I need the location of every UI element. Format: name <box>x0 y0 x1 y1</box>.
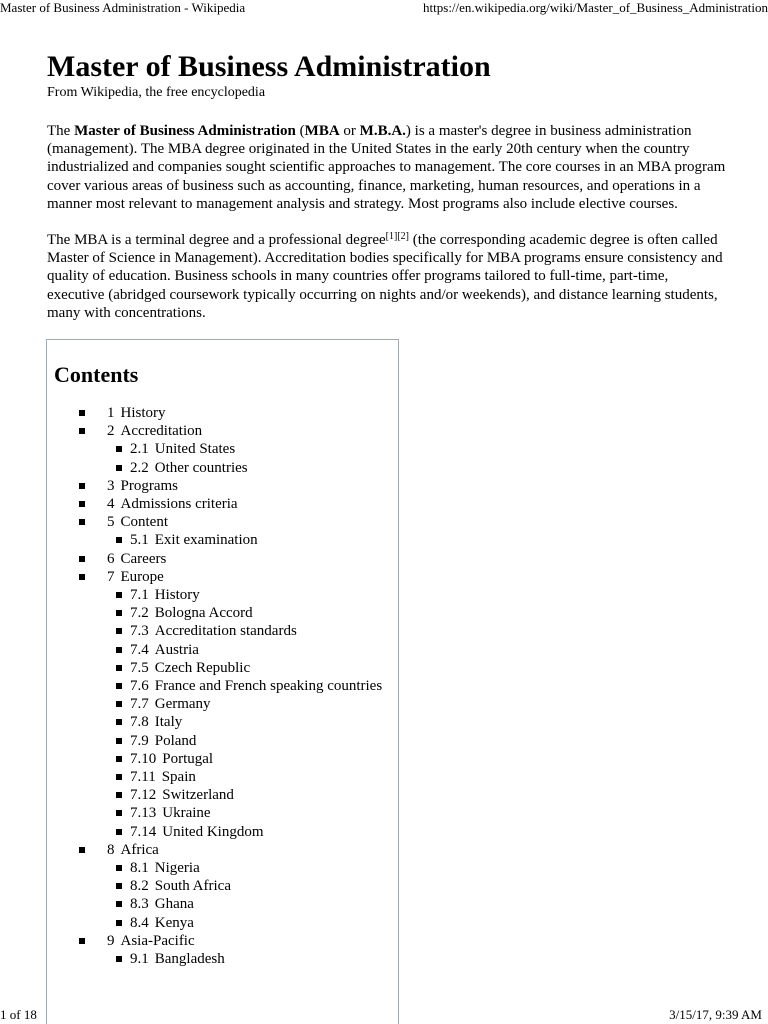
toc-item[interactable] <box>47 804 382 822</box>
toc-item-number: 7.2 <box>130 605 149 622</box>
square-bullet-icon <box>116 592 122 598</box>
toc-item[interactable] <box>47 859 382 877</box>
para2-after-ref: (the corresponding academic degree is often called Master of Science in Management). Accreditation bodies specifically for MBA programs ensure consistency and quality of education. Business schools in many countries offer programs tailored to full-time, part-time, executive (abridged coursework typically occurring on nights and/or weekends), and distance learning students, many with concentrations. <box>47 232 723 321</box>
intro-abbr-mba-dotted: M.B.A. <box>359 123 406 139</box>
toc-item[interactable] <box>47 586 382 604</box>
intro-open-paren: ( <box>295 123 305 139</box>
square-bullet-icon <box>79 428 85 434</box>
toc-item-number: 7.1 <box>130 587 149 604</box>
toc-item-label[interactable]: Exit examination <box>154 532 258 549</box>
square-bullet-icon <box>116 701 122 707</box>
toc-item[interactable] <box>47 422 382 440</box>
toc-item-number: 9.1 <box>130 951 149 968</box>
reference-link-2[interactable]: [2] <box>397 231 409 243</box>
square-bullet-icon <box>116 537 122 543</box>
intro-paragraph <box>47 122 727 213</box>
toc-item-label[interactable]: Kenya <box>154 914 194 931</box>
toc-item-number: 8.2 <box>130 878 149 895</box>
print-header-url: https://en.wikipedia.org/wiki/Master_of_Business_Administration <box>423 0 768 15</box>
toc-item-number: 7.11 <box>130 769 156 786</box>
square-bullet-icon <box>116 683 122 689</box>
toc-item-label[interactable]: Bangladesh <box>154 951 225 968</box>
print-header-page-title: Master of Business Administration - Wikipedia <box>0 0 246 15</box>
toc-item-label[interactable]: Switzerland <box>162 787 234 804</box>
print-footer-datetime: 3/15/17, 9:39 AM <box>669 1007 762 1022</box>
toc-item-label[interactable]: Poland <box>154 732 197 749</box>
toc-item-number: 2 <box>107 423 115 440</box>
toc-item-number: 8.3 <box>130 896 149 913</box>
toc-item[interactable] <box>47 914 382 932</box>
toc-item[interactable] <box>47 604 382 622</box>
square-bullet-icon <box>116 774 122 780</box>
article-body <box>47 50 727 322</box>
toc-item[interactable] <box>47 531 382 549</box>
toc-item-number: 7.10 <box>130 750 157 767</box>
second-paragraph <box>47 231 727 322</box>
toc-item[interactable] <box>47 495 382 513</box>
reference-link-1[interactable]: [1] <box>385 231 398 243</box>
toc-item[interactable] <box>47 841 382 859</box>
toc-title: Contents <box>54 362 139 387</box>
toc-item-number: 7.8 <box>130 714 149 731</box>
toc-item-number: 2.1 <box>130 441 149 458</box>
toc-item-number: 7.6 <box>130 678 149 695</box>
toc-item-number: 7.7 <box>130 696 149 713</box>
toc-item[interactable] <box>47 695 382 713</box>
toc-item-label[interactable]: Programs <box>120 477 178 494</box>
square-bullet-icon <box>116 901 122 907</box>
square-bullet-icon <box>116 810 122 816</box>
square-bullet-icon <box>116 628 122 634</box>
square-bullet-icon <box>79 501 85 507</box>
square-bullet-icon <box>116 883 122 889</box>
intro-term: Master of Business Administration <box>74 123 296 139</box>
toc-item-number: 2.2 <box>130 459 149 476</box>
page-title: Master of Business Administration <box>47 50 491 83</box>
toc-item-label[interactable]: France and French speaking countries <box>154 678 383 695</box>
toc-item-label[interactable]: Spain <box>161 769 196 786</box>
toc-item-number: 5 <box>107 514 115 531</box>
intro-rest: ) is a master's degree in business administration (management). The MBA degree originated in the United States in the early 20th century when the country industrialized and companies sought scientific approaches to management. The core courses in an MBA program cover various areas of business such as accounting, finance, marketing, human resources, and operations in a manner most relevant to management analysis and strategy. Most programs also include elective courses. <box>47 123 726 212</box>
toc-item-number: 6 <box>107 550 115 567</box>
toc-item-number: 9 <box>107 932 115 949</box>
toc-item[interactable] <box>47 895 382 913</box>
toc-item-label[interactable]: South Africa <box>154 878 231 895</box>
square-bullet-icon <box>116 610 122 616</box>
toc-item-label[interactable]: Content <box>120 514 168 531</box>
toc-item-label[interactable]: History <box>120 405 166 421</box>
toc-item-label[interactable]: Admissions criteria <box>120 496 238 513</box>
intro-the: The <box>47 123 75 139</box>
toc-item-number: 4 <box>107 496 115 513</box>
square-bullet-icon <box>116 792 122 798</box>
toc-item[interactable] <box>47 677 382 695</box>
toc-item[interactable] <box>47 768 382 786</box>
toc-item[interactable] <box>47 659 382 677</box>
toc-item-label[interactable]: Accreditation standards <box>154 623 297 640</box>
table-of-contents <box>46 339 399 1024</box>
toc-item[interactable] <box>47 550 382 568</box>
intro-abbr-mba: MBA <box>304 123 340 139</box>
square-bullet-icon <box>79 483 85 489</box>
toc-item-number: 7.13 <box>130 805 157 822</box>
toc-item-label[interactable]: Africa <box>120 841 159 858</box>
toc-item-number: 8.4 <box>130 914 149 931</box>
toc-item[interactable] <box>47 877 382 895</box>
square-bullet-icon <box>116 719 122 725</box>
toc-item-number: 8 <box>107 841 115 858</box>
toc-item[interactable] <box>47 404 382 422</box>
square-bullet-icon <box>79 938 85 944</box>
toc-item[interactable] <box>47 750 382 768</box>
toc-item-label[interactable]: Nigeria <box>154 860 200 877</box>
toc-item-number: 7.12 <box>130 787 157 804</box>
toc-item[interactable] <box>47 950 382 968</box>
square-bullet-icon <box>79 410 85 416</box>
toc-item-number: 7 <box>107 568 115 585</box>
square-bullet-icon <box>116 465 122 471</box>
toc-item-number: 7.14 <box>130 823 157 840</box>
toc-item-label[interactable]: Bologna Accord <box>154 605 253 622</box>
toc-item-label[interactable]: Asia-Pacific <box>120 932 195 949</box>
square-bullet-icon <box>79 556 85 562</box>
square-bullet-icon <box>79 847 85 853</box>
square-bullet-icon <box>116 647 122 653</box>
toc-item-label[interactable]: Other countries <box>154 459 248 476</box>
toc-item-label[interactable]: United Kingdom <box>162 823 264 840</box>
toc-item-label[interactable]: Europe <box>120 568 164 585</box>
toc-item[interactable] <box>47 932 382 950</box>
toc-item[interactable] <box>47 641 382 659</box>
toc-item-label[interactable]: United States <box>154 441 236 458</box>
intro-or: or <box>339 123 360 139</box>
square-bullet-icon <box>116 665 122 671</box>
toc-item[interactable] <box>47 513 382 531</box>
square-bullet-icon <box>116 756 122 762</box>
print-footer-page-count: 1 of 18 <box>0 1007 37 1022</box>
toc-item-label[interactable]: Ghana <box>154 896 194 913</box>
toc-item-label[interactable]: History <box>154 587 200 604</box>
toc-item[interactable] <box>47 622 382 640</box>
toc-item-label[interactable]: Austria <box>154 641 199 658</box>
toc-item-number: 3 <box>107 477 115 494</box>
square-bullet-icon <box>79 574 85 580</box>
toc-item-label[interactable]: Czech Republic <box>154 659 251 676</box>
toc-item-label[interactable]: Portugal <box>162 750 214 767</box>
toc-item[interactable] <box>47 732 382 750</box>
toc-item-number: 7.5 <box>130 659 149 676</box>
toc-item[interactable] <box>47 568 382 586</box>
toc-item-label[interactable]: Careers <box>120 550 167 567</box>
toc-item[interactable] <box>47 786 382 804</box>
toc-item-number: 5.1 <box>130 532 149 549</box>
toc-item[interactable] <box>47 713 382 731</box>
square-bullet-icon <box>79 519 85 525</box>
toc-item-label[interactable]: Germany <box>154 696 211 713</box>
square-bullet-icon <box>116 738 122 744</box>
square-bullet-icon <box>116 865 122 871</box>
toc-item-label[interactable]: Italy <box>154 714 183 731</box>
toc-item-label[interactable]: Accreditation <box>120 423 203 440</box>
square-bullet-icon <box>116 446 122 452</box>
toc-item[interactable] <box>47 823 382 841</box>
square-bullet-icon <box>116 829 122 835</box>
toc-list <box>47 404 382 968</box>
toc-item[interactable] <box>47 477 382 495</box>
toc-item-number: 7.3 <box>130 623 149 640</box>
toc-item-number: 7.9 <box>130 732 149 749</box>
toc-item-number: 8.1 <box>130 860 149 877</box>
para2-before-ref: The MBA is a terminal degree and a professional degree <box>47 232 386 249</box>
toc-item[interactable] <box>47 459 382 477</box>
toc-item-label[interactable]: Ukraine <box>162 805 211 822</box>
toc-item-number: 1 <box>107 405 115 421</box>
square-bullet-icon <box>116 920 122 926</box>
toc-item-number: 7.4 <box>130 641 149 658</box>
article-tagline: From Wikipedia, the free encyclopedia <box>47 85 266 100</box>
toc-item[interactable] <box>47 440 382 458</box>
square-bullet-icon <box>116 956 122 962</box>
